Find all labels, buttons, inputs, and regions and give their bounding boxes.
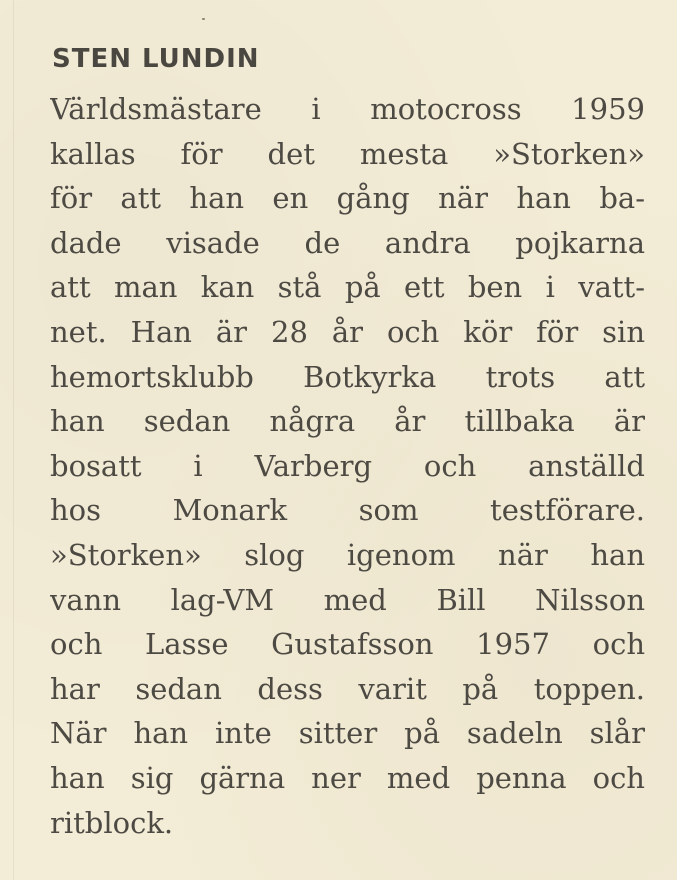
article-line: ritblock. — [50, 805, 174, 840]
article-line: och Lasse Gustafsson 1957 och — [50, 627, 645, 662]
article-line: hos Monark som testförare. — [50, 493, 645, 528]
article-body — [50, 87, 645, 845]
article-line: När han inte sitter på sadeln slår — [50, 716, 645, 751]
article-line: han sedan några år tillbaka är — [50, 404, 645, 439]
article-line: kallas för det mesta »Storken» — [50, 136, 645, 171]
paper-edge — [13, 0, 14, 880]
article-line: han sig gärna ner med penna och — [50, 760, 645, 795]
article-line: för att han en gång när han ba- — [50, 181, 645, 216]
ink-speck — [202, 18, 205, 20]
article-line: har sedan dess varit på toppen. — [50, 671, 645, 706]
article-line: hemortsklubb Botkyrka trots att — [50, 359, 645, 394]
article-line: att man kan stå på ett ben i vatt- — [50, 270, 645, 305]
article-heading: STEN LUNDIN — [52, 44, 260, 74]
article-line: vann lag-VM med Bill Nilsson — [50, 582, 645, 617]
article-line: dade visade de andra pojkarna — [50, 225, 645, 260]
article-line: Världsmästare i motocross 1959 — [50, 92, 645, 126]
article-line: net. Han är 28 år och kör för sin — [50, 314, 645, 349]
article-line: bosatt i Varberg och anställd — [50, 448, 645, 483]
article-line: »Storken» slog igenom när han — [50, 537, 645, 572]
